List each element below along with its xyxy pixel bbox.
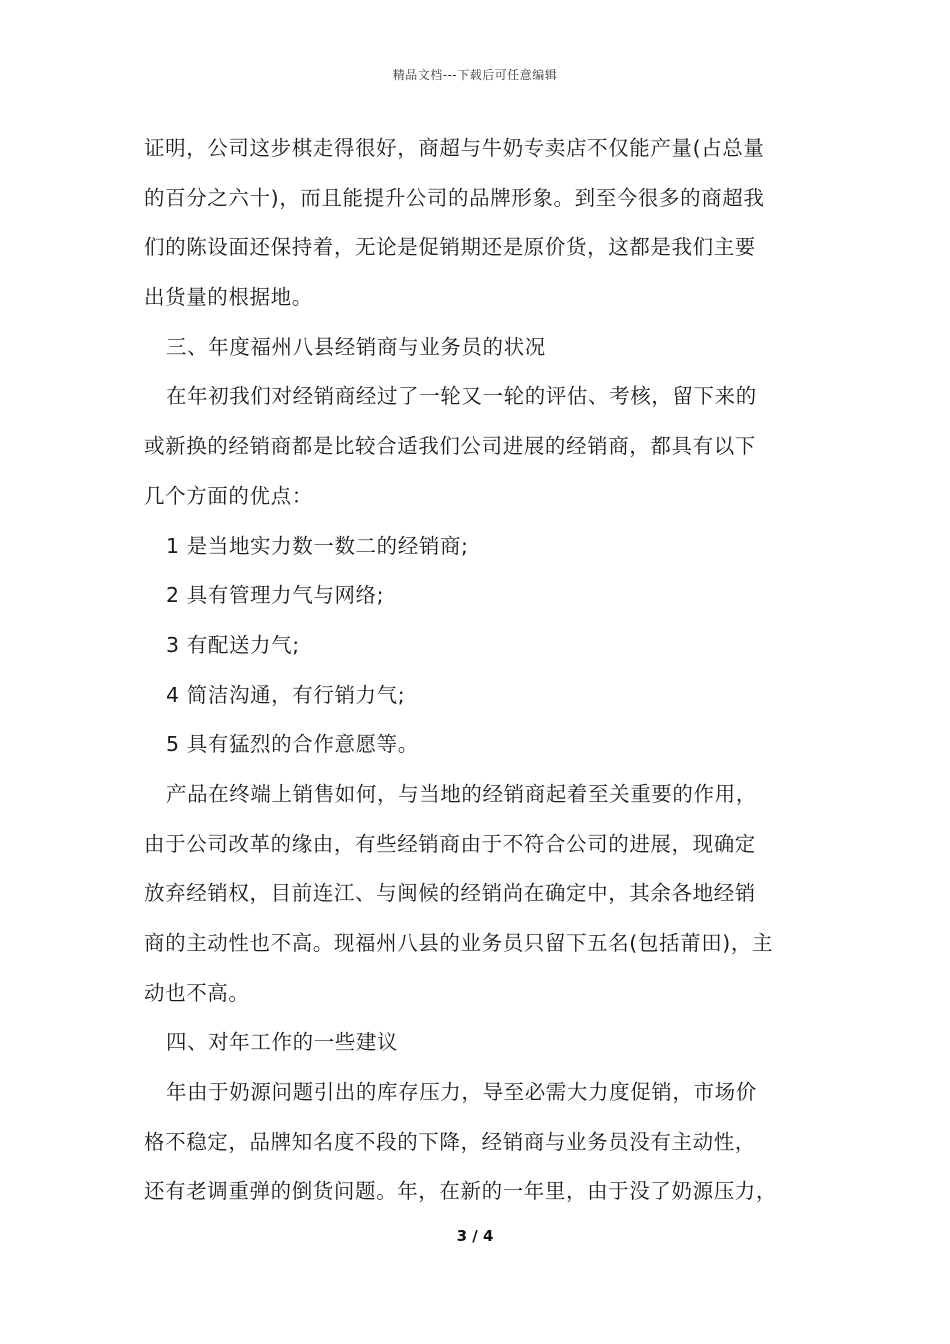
body-line: 或新换的经销商都是比较合适我们公司进展的经销商，都具有以下 [144,434,756,459]
body-line: 放弃经销权，目前连江、与闽候的经销尚在确定中，其余各地经销 [144,881,756,906]
body-line: 动也不高。 [144,980,250,1005]
list-item: 1 是当地实力数一数二的经销商; [166,533,469,558]
body-line: 年由于奶源问题引出的库存压力，导至必需大力度促销，市场价 [166,1080,757,1105]
document-body [144,124,824,1217]
page-number: 3 / 4 [456,1227,494,1245]
body-line: 由于公司改革的缘由，有些经销商由于不符合公司的进展，现确定 [144,831,756,856]
body-line: 的百分之六十)，而且能提升公司的品牌形象。到至今很多的商超我 [144,185,765,210]
body-line: 几个方面的优点： [144,483,313,508]
body-line: 还有老调重弹的倒货问题。年，在新的一年里，由于没了奶源压力， [144,1179,777,1204]
page-header: 精品文档---下载后可任意编辑 [392,68,558,82]
body-line: 格不稳定，品牌知名度不段的下降，经销商与业务员没有主动性， [144,1129,756,1154]
list-item: 5 具有猛烈的合作意愿等。 [166,732,419,757]
body-line: 在年初我们对经销商经过了一轮又一轮的评估、考核，留下来的 [166,384,757,409]
list-item: 2 具有管理力气与网络; [166,583,385,608]
list-item: 3 有配送力气; [166,632,300,657]
section-heading: 四、对年工作的一些建议 [166,1030,399,1055]
list-item: 4 简洁沟通，有行销力气; [166,682,406,707]
body-line: 产品在终端上销售如何，与当地的经销商起着至关重要的作用， [166,781,757,806]
body-line: 证明，公司这步棋走得很好，商超与牛奶专卖店不仅能产量(占总量 [144,136,765,160]
body-line: 们的陈设面还保持着，无论是促销期还是原价货，这都是我们主要 [144,235,756,260]
section-heading: 三、年度福州八县经销商与业务员的状况 [166,334,546,359]
body-line: 出货量的根据地。 [144,285,313,310]
body-line: 商的主动性也不高。现福州八县的业务员只留下五名(包括莆田)，主 [144,931,774,955]
